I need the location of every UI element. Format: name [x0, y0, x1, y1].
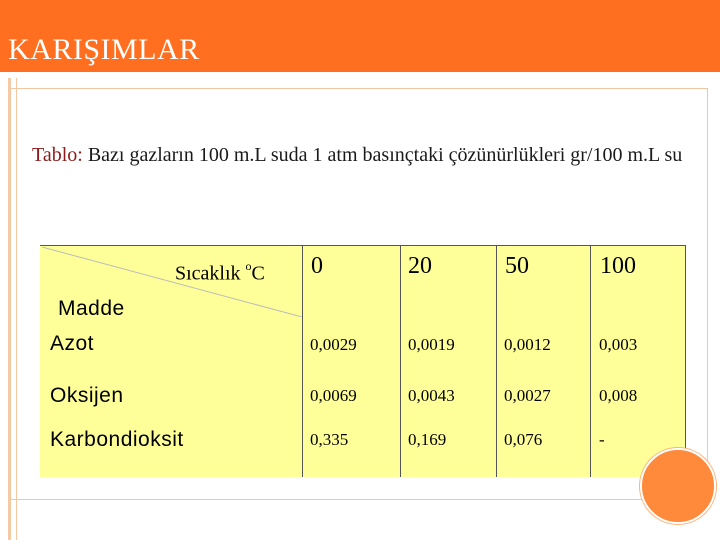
table-cell: 0,0029	[310, 335, 357, 354]
table-caption	[32, 142, 692, 169]
temp-header: 100	[600, 253, 636, 279]
table-row-name: Azot	[50, 332, 95, 355]
title-bar	[0, 0, 720, 72]
table-row-name: Karbondioksit	[50, 428, 184, 451]
caption-text: Bazı gazların 100 m.L suda 1 atm basınçtaki çözünürlükleri gr/100 m.L su	[82, 144, 683, 166]
table-cell: 0,0012	[504, 335, 551, 354]
corner-temp-label: Sıcaklık $^o$C	[175, 259, 265, 285]
table-cell: 0,003	[599, 335, 638, 354]
column-rule	[685, 245, 686, 477]
column-rule	[590, 245, 591, 477]
table-cell: 0,0043	[408, 386, 455, 405]
table-cell: 0,0027	[504, 386, 551, 405]
table-row-name: Oksijen	[50, 384, 124, 407]
table-cell: 0,008	[599, 386, 638, 405]
row-rule	[40, 245, 686, 246]
slide-title: KARIŞIMLAR	[8, 33, 200, 66]
column-rule	[400, 245, 401, 477]
table-cell: -	[599, 430, 605, 449]
caption-label: Tablo:	[32, 144, 83, 166]
table-cell: 0,335	[310, 430, 349, 449]
decorative-circle	[640, 448, 716, 524]
table-cell: 0,0069	[310, 386, 357, 405]
temp-header: 0	[311, 253, 323, 279]
temp-header: 20	[408, 253, 432, 279]
table-cell: 0,169	[408, 430, 447, 449]
table-cell: 0,076	[504, 430, 543, 449]
column-rule	[302, 245, 303, 477]
temp-header: 50	[505, 253, 529, 279]
solubility-table	[40, 245, 686, 477]
column-rule	[496, 245, 497, 477]
corner-substance-label: Madde	[58, 297, 125, 320]
table-cell: 0,0019	[408, 335, 455, 354]
